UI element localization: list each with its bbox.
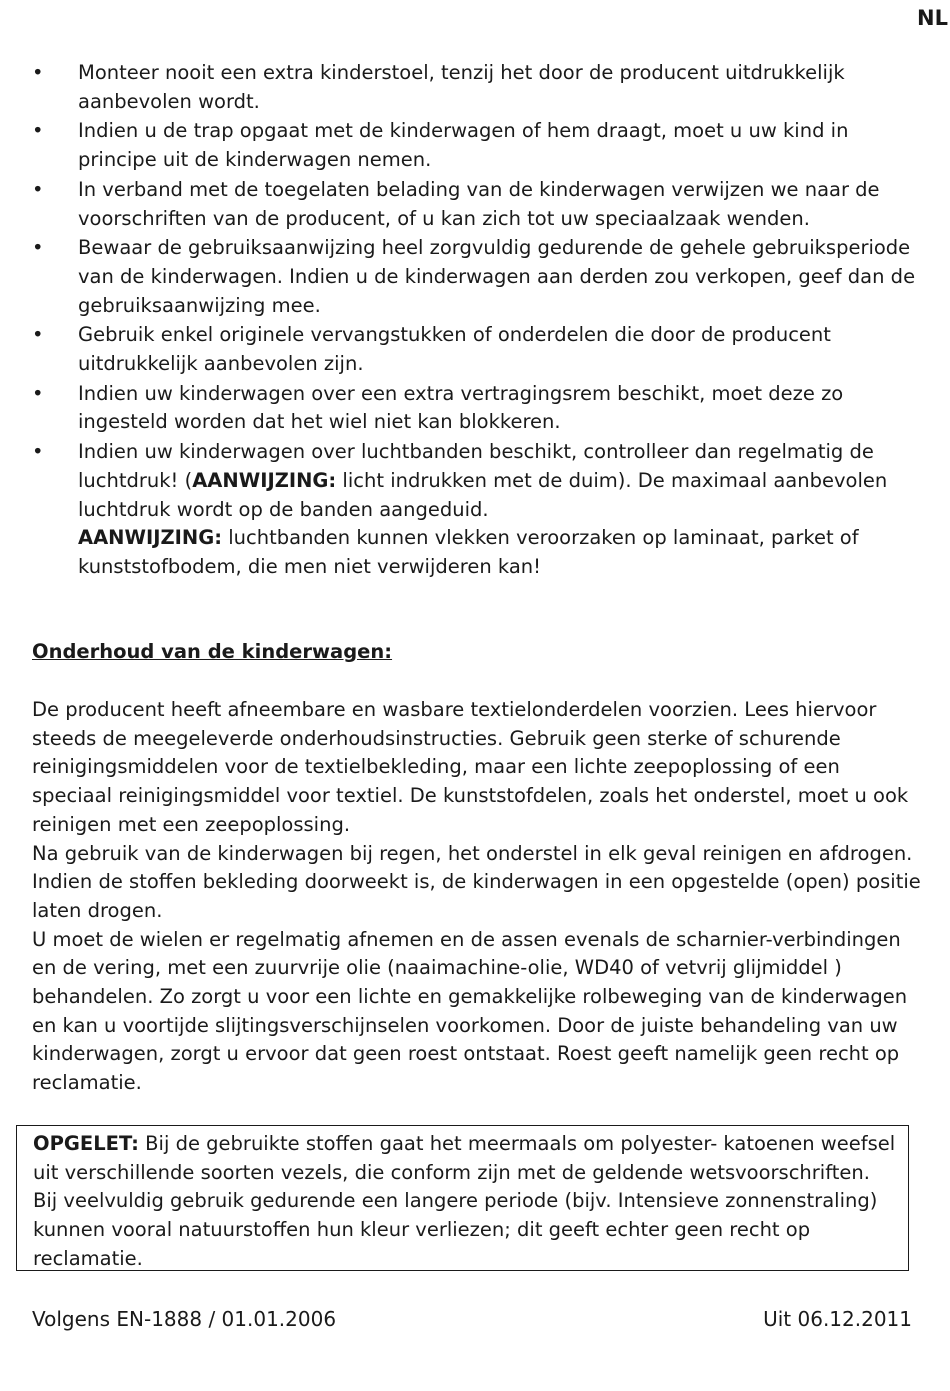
list-item	[0, 321, 950, 378]
list-item	[0, 59, 950, 116]
footer	[32, 1305, 912, 1334]
bullet-icon: •	[32, 177, 44, 201]
bullet-icon: •	[32, 236, 44, 260]
edition-date: Uit 06.12.2011	[763, 1307, 912, 1331]
warning-text: Bij de gebruikte stoffen gaat het meermaals om polyester- katoenen weefsel uit verschillende soorten vezels, die conform zijn met de geldende wetsvoorschriften. Bij veelvuldig gebruik gedurende een langere periode (bijv. Intensieve zonnenstraling) kunnen vooral natuurstoffen hun kleur verliezen; dit geeft echter geen recht op reclamatie.	[33, 1132, 896, 1270]
paragraph: Na gebruik van de kinderwagen bij regen, het onderstel in elk geval reinigen en afdrogen. Indien de stoffen bekleding doorweekt is, de kinderwagen in een opgestelde (open) positie laten drogen.	[32, 841, 921, 922]
safety-bullet-list	[0, 59, 950, 583]
bullet-icon: •	[32, 61, 44, 84]
bullet-icon: •	[32, 440, 44, 464]
maintenance-body	[32, 696, 922, 1098]
warning-box	[16, 1125, 909, 1271]
bullet-icon: •	[32, 323, 44, 347]
bullet-text-part: licht indrukken met de duim). De maximaal aanbevolen luchtdruk wordt op de banden aangeduid.	[78, 468, 888, 521]
bullet-icon: •	[32, 381, 44, 405]
language-code: NL	[917, 6, 948, 30]
bullet-text: In verband met de toegelaten belading van de kinderwagen verwijzen we naar de voorschriften van de producent, of u kan zich tot uw speciaalzaak wenden.	[78, 177, 880, 230]
bullet-text: Monteer nooit een extra kinderstoel, tenzij het door de producent uitdrukkelijk aanbevolen wordt.	[78, 61, 845, 113]
bullet-text-part: luchtbanden kunnen vlekken veroorzaken op laminaat, parket of kunststofbodem, die men niet verwijderen kan!	[78, 526, 859, 578]
list-item	[0, 117, 950, 174]
paragraph: De producent heeft afneembare en wasbare textielonderdelen voorzien. Lees hiervoor steeds de meegeleverde onderhoudsinstructies. Gebruik geen sterke of schurende reinigingsmiddelen voor de textielbekleding, maar een lichte zeepoplossing of een speciaal reinigingsmiddel voor textiel. De kunststofdelen, zoals het onderstel, moet u ook reinigen met een zeepoplossing.	[32, 698, 909, 836]
bullet-text: Bewaar de gebruiksaanwijzing heel zorgvuldig gedurende de gehele gebruiksperiode van de kinderwagen. Indien u de kinderwagen aan derden zou verkopen, geef dan de gebruiksaanwijzing mee.	[78, 236, 916, 317]
bullet-text-part: Indien uw kinderwagen over luchtbanden beschikt, controlleer dan regelmatig de luchtdruk! (	[78, 440, 874, 492]
list-item	[0, 234, 950, 320]
bullet-text: Indien u de trap opgaat met de kinderwagen of hem draagt, moet u uw kind in principe uit de kinderwagen nemen.	[78, 119, 849, 172]
standard-reference: Volgens EN-1888 / 01.01.2006	[32, 1307, 337, 1331]
bullet-text: Indien uw kinderwagen over een extra vertragingsrem beschikt, moet deze zo ingesteld worden dat het wiel niet kan blokkeren.	[78, 381, 844, 434]
bullet-icon: •	[32, 119, 44, 143]
warning-label: OPGELET:	[33, 1132, 139, 1155]
list-item	[0, 380, 950, 437]
list-item	[0, 438, 950, 582]
section-heading: Onderhoud van de kinderwagen:	[32, 640, 393, 663]
bullet-text: Gebruik enkel originele vervangstukken of onderdelen die door de producent uitdrukkelijk aanbevolen zijn.	[78, 323, 831, 376]
hint-label: AANWIJZING:	[78, 526, 223, 550]
paragraph: U moet de wielen er regelmatig afnemen en de assen evenals de scharnier-verbindingen en de vering, met een zuurvrije olie (naaimachine-olie, WD40 of vetvrij glijmiddel ) behandelen. Zo zorgt u voor een lichte en gemakkelijke rolbeweging van de kinderwagen en kan u voortijde slijtingsverschijnselen voorkomen. Door de juiste behandeling van uw kinderwagen, zorgt u ervoor dat geen roest ontstaat. Roest geeft namelijk geen recht op reclamatie.	[32, 927, 908, 1095]
list-item	[0, 176, 950, 233]
hint-label: AANWIJZING:	[192, 468, 337, 492]
